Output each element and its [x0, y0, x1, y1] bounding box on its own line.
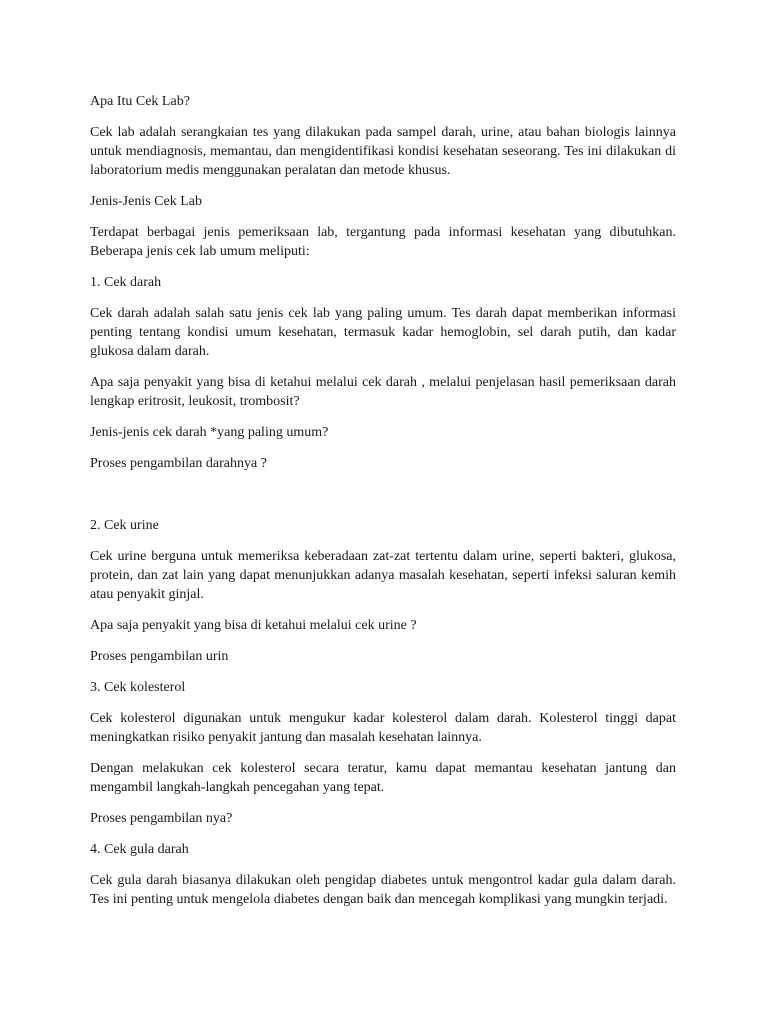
question-proses-kolesterol: Proses pengambilan nya?: [90, 811, 233, 826]
paragraph-cek-kolesterol: Cek kolesterol digunakan untuk mengukur kadar kolesterol dalam darah. Kolesterol tinggi dapat meningkatkan risiko penyakit jantung dan masalah kesehatan lainnya.: [90, 711, 676, 745]
question-proses-urin: Proses pengambilan urin: [90, 649, 229, 664]
question-proses-darah: Proses pengambilan darahnya ?: [90, 456, 267, 471]
subheading-cek-gula-darah: 4. Cek gula darah: [90, 842, 189, 857]
paragraph-jenis-intro: Terdapat berbagai jenis pemeriksaan lab, tergantung pada informasi kesehatan yang dibutuhkan. Beberapa jenis cek lab umum meliputi:: [90, 225, 676, 259]
document-body: [90, 92, 676, 921]
subheading-cek-darah: 1. Cek darah: [90, 275, 162, 290]
paragraph-cek-darah: Cek darah adalah salah satu jenis cek lab yang paling umum. Tes darah dapat memberikan informasi penting tentang kondisi umum kesehatan, termasuk kadar hemoglobin, sel darah putih, dan kadar glukosa dalam darah.: [90, 306, 676, 359]
section-title-cek-lab: Apa Itu Cek Lab?: [90, 94, 190, 109]
paragraph-kolesterol-teratur: Dengan melakukan cek kolesterol secara teratur, kamu dapat memantau kesehatan jantung dan mengambil langkah-langkah pencegahan yang tepat.: [90, 761, 676, 795]
blank-line: [90, 485, 676, 516]
subheading-cek-kolesterol: 3. Cek kolesterol: [90, 680, 186, 695]
question-penyakit-urine: Apa saja penyakit yang bisa di ketahui melalui cek urine ?: [90, 618, 417, 633]
subheading-cek-urine: 2. Cek urine: [90, 518, 159, 533]
paragraph-cek-gula-darah: Cek gula darah biasanya dilakukan oleh pengidap diabetes untuk mengontrol kadar gula dalam darah. Tes ini penting untuk mengelola diabetes dengan baik dan mencegah komplikasi yang mungkin terjadi.: [90, 873, 676, 907]
question-jenis-cek-darah: Jenis-jenis cek darah *yang paling umum?: [90, 425, 329, 440]
paragraph-cek-lab-definition: Cek lab adalah serangkaian tes yang dilakukan pada sampel darah, urine, atau bahan biologis lainnya untuk mendiagnosis, memantau, dan mengidentifikasi kondisi kesehatan seseorang. Tes ini dilakukan di laboratorium medis menggunakan peralatan dan metode khusus.: [90, 125, 676, 178]
question-penyakit-darah: Apa saja penyakit yang bisa di ketahui melalui cek darah , melalui penjelasan hasil pemeriksaan darah lengkap eritrosit, leukosit, trombosit?: [90, 375, 676, 409]
section-title-jenis-cek-lab: Jenis-Jenis Cek Lab: [90, 194, 202, 209]
paragraph-cek-urine: Cek urine berguna untuk memeriksa keberadaan zat-zat tertentu dalam urine, seperti bakteri, glukosa, protein, dan zat lain yang dapat menunjukkan adanya masalah kesehatan, seperti infeksi saluran kemih atau penyakit ginjal.: [90, 549, 676, 602]
